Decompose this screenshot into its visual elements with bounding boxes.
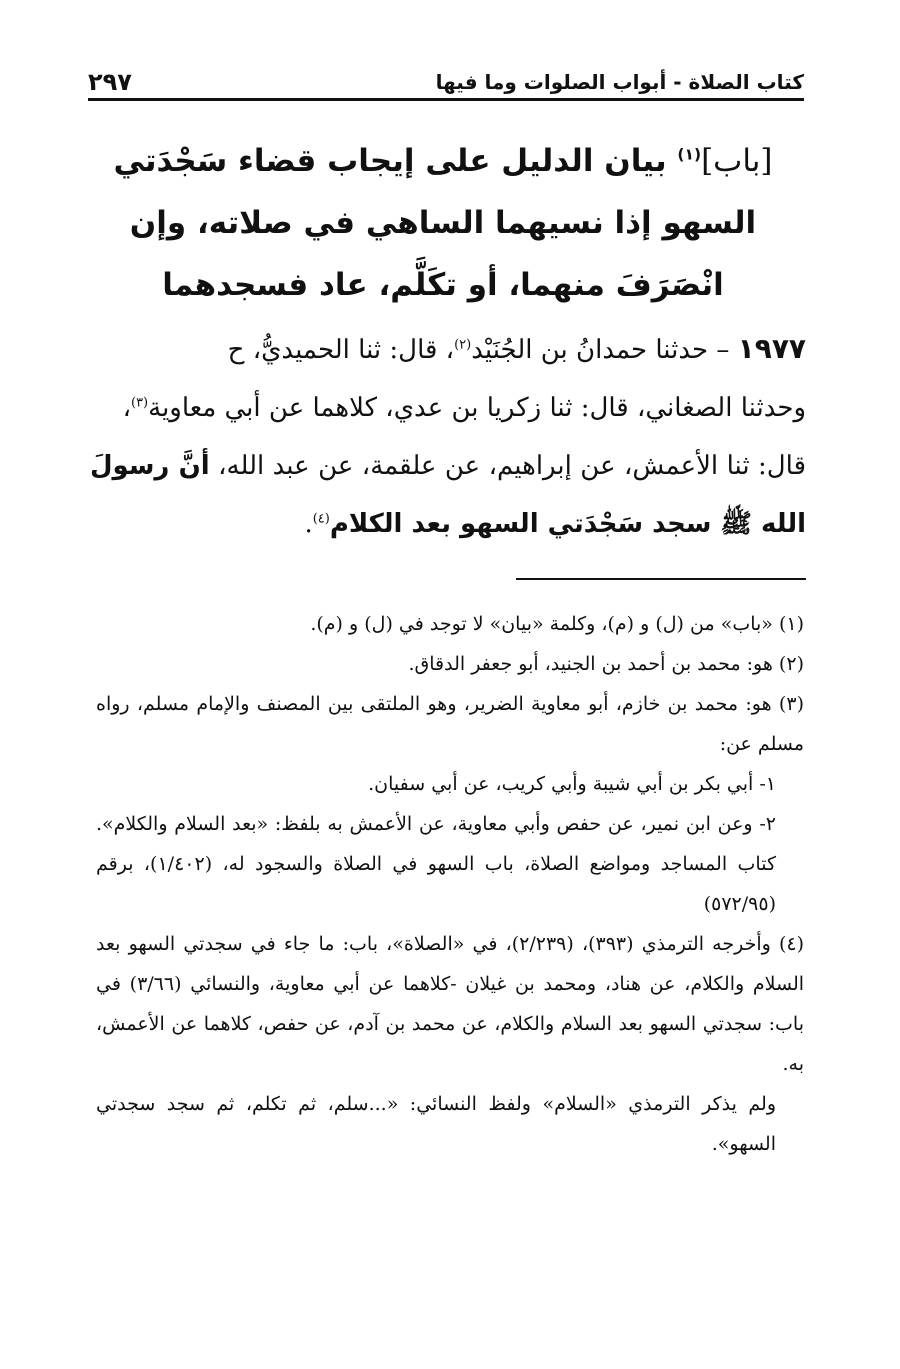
hadith-line-3	[90, 437, 806, 553]
footnote-3-item-2: ٢- وعن ابن نمير، عن حفص وأبي معاوية، عن الأعمش به بلفظ: «بعد السلام والكلام». كتاب المساجد ومواضع الصلاة، باب السهو في الصلاة والسجود له، (١/٤٠٢)، برقم (٥٧٢/٩٥)	[96, 813, 776, 915]
hadith-line2-b: ،	[122, 393, 131, 423]
footnote-4: (٤) وأخرجه الترمذي (٣٩٣)، (٢/٢٣٩)، في «الصلاة»، باب: ما جاء في سجدتي السهو بعد السلام والكلام، عن هناد، ومحمد بن غيلان -كلاهما عن أبي معاوية، والنسائي (٣/٦٦) في باب: سجدتي السهو بعد السلام والكلام، عن محمد بن آدم، عن حفص، كلاهما عن الأعمش، به.	[96, 933, 805, 1075]
footnote-2: (٢) هو: محمد بن أحمد بن الجنيد، أبو جعفر الدقاق.	[408, 653, 804, 675]
hadith-line1-a: – حدثنا حمدانُ بن الجُنَيْد	[471, 335, 730, 365]
hadith-number: ١٩٧٧	[737, 332, 806, 365]
footnote-1: (١) «باب» من (ل) و (م)، وكلمة «بيان» لا توجد في (ل) و (م).	[310, 613, 804, 635]
footnote-4-note: ولم يذكر الترمذي «السلام» ولفظ النسائي: «...سلم، ثم تكلم، ثم سجد سجدتي السهو».	[96, 1093, 776, 1155]
hadith-line3-a: قال: ثنا الأعمش، عن إبراهيم، عن علقمة، عن عبد الله،	[218, 451, 806, 481]
footnote-ref-4: (٤)	[312, 511, 330, 527]
footnote-ref-1: (١)	[677, 145, 702, 164]
chapter-bracket-word: [باب]	[701, 143, 773, 179]
footnote-rule	[516, 578, 806, 580]
page-number: ٢٩٧	[88, 68, 132, 96]
footnote-3: (٣) هو: محمد بن خازم، أبو معاوية الضرير، وهو الملتقى بين المصنف والإمام مسلم، رواه مسلم عن:	[96, 693, 804, 755]
header-title: كتاب الصلاة - أبواب الصلوات وما فيها	[435, 70, 804, 94]
hadith-line-2	[90, 379, 806, 437]
chapter-title	[90, 130, 796, 316]
hadith-matn: أنَّ رسولَ الله ﷺ سجد سَجْدَتي السهو بعد الكلام	[90, 451, 806, 539]
hadith-line1-b: ، قال: ثنا الحميديُّ، ح	[227, 335, 455, 365]
hadith-text	[90, 320, 806, 553]
hadith-line2-a: وحدثنا الصغاني، قال: ثنا زكريا بن عدي، كلاهما عن أبي معاوية	[148, 393, 806, 423]
footnotes	[96, 604, 804, 1164]
footnote-ref-3: (٣)	[130, 395, 149, 411]
header-rule	[88, 98, 804, 101]
chapter-title-text: بيان الدليل على إيجاب قضاء سَجْدَتي السهو إذا نسيهما الساهي في صلاته، وإن انْصَرَفَ منهما، أو تكَلَّم، عاد فسجدهما	[113, 143, 757, 303]
hadith-line3-end: .	[304, 509, 313, 539]
footnote-3-item-1: ١- أبي بكر بن أبي شيبة وأبي كريب، عن أبي سفيان.	[368, 773, 776, 795]
footnote-ref-2: (٢)	[454, 337, 472, 353]
running-header	[88, 58, 804, 98]
hadith-line-1	[90, 320, 806, 379]
